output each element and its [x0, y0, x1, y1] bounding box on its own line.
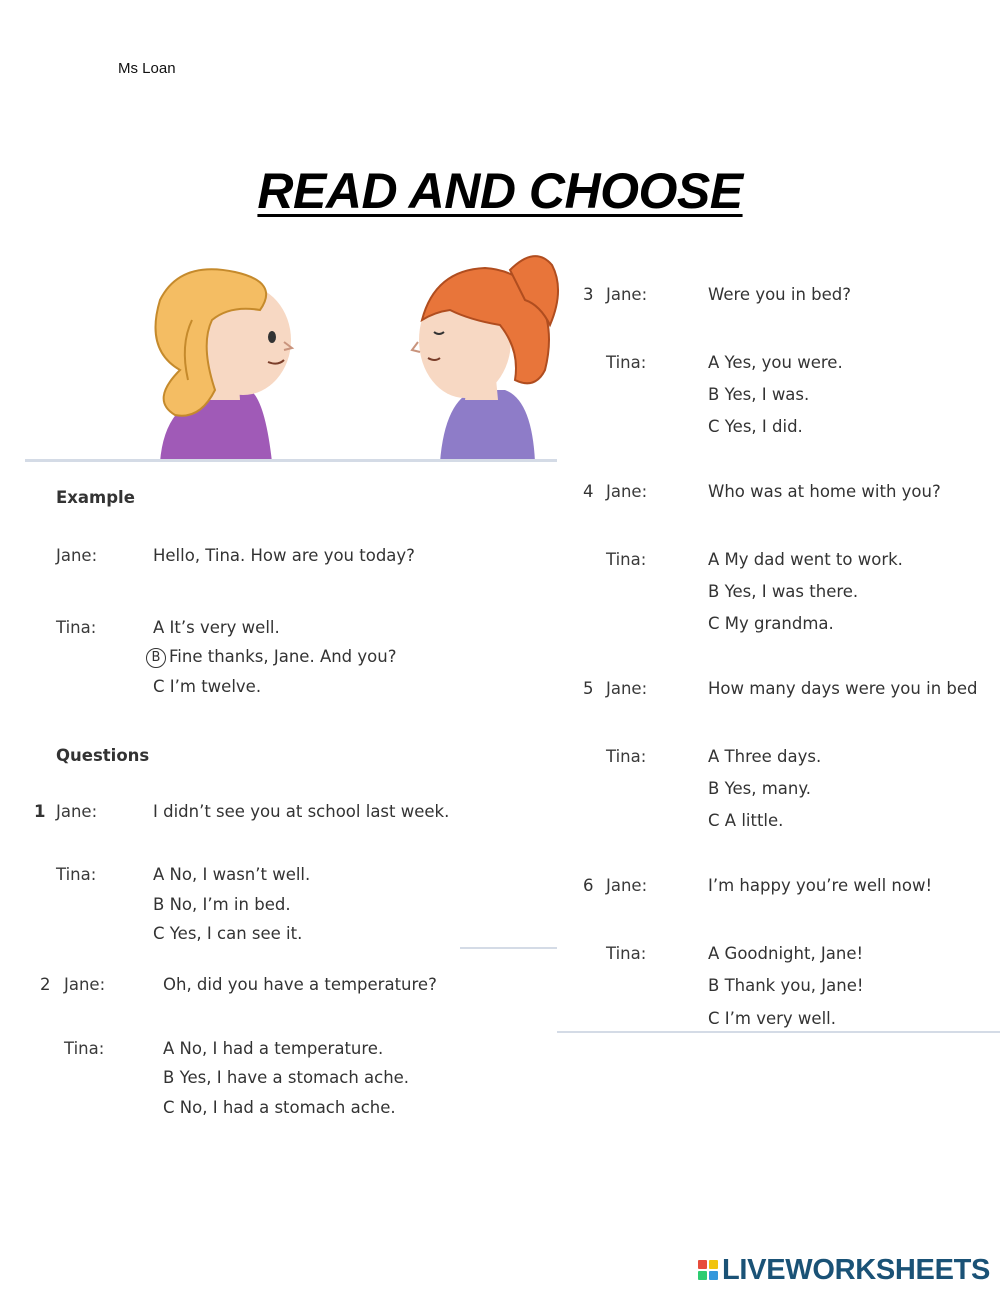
question-4-tina-label: Tina: [606, 550, 647, 569]
question-5-option-c[interactable]: C A little. [708, 811, 784, 830]
logo-text: LIVEWORKSHEETS [722, 1253, 991, 1286]
question-1-option-a[interactable]: A No, I wasn’t well. [153, 865, 311, 884]
questions-heading: Questions [56, 746, 150, 765]
question-6-option-a[interactable]: A Goodnight, Jane! [708, 944, 864, 963]
question-4-jane-line: Who was at home with you? [708, 482, 941, 501]
question-6-tina-label: Tina: [606, 944, 647, 963]
question-6-option-c[interactable]: C I’m very well. [708, 1009, 836, 1028]
question-1-option-b[interactable]: B No, I’m in bed. [153, 895, 291, 914]
divider-right [557, 1031, 1000, 1033]
example-jane-label: Jane: [56, 546, 98, 565]
question-1-number: 1 [34, 802, 46, 821]
question-2-tina-label: Tina: [64, 1039, 105, 1058]
question-5-jane-label: Jane: [606, 679, 648, 698]
question-4-option-c[interactable]: C My grandma. [708, 614, 834, 633]
example-option-b[interactable]: B Fine thanks, Jane. And you? [146, 647, 396, 669]
question-5-jane-line: How many days were you in bed [708, 679, 978, 698]
question-2-option-a[interactable]: A No, I had a temperature. [163, 1039, 384, 1058]
example-tina-label: Tina: [56, 618, 97, 637]
question-1-jane-line: I didn’t see you at school last week. [153, 802, 450, 821]
question-5-number: 5 [583, 679, 594, 698]
question-6-number: 6 [583, 876, 594, 895]
question-5-option-a[interactable]: A Three days. [708, 747, 822, 766]
question-2-option-b[interactable]: B Yes, I have a stomach ache. [163, 1068, 410, 1087]
question-5-option-b[interactable]: B Yes, many. [708, 779, 812, 798]
question-3-option-a[interactable]: A Yes, you were. [708, 353, 843, 372]
question-1-option-c[interactable]: C Yes, I can see it. [153, 924, 303, 943]
example-option-a[interactable]: A It’s very well. [153, 618, 280, 637]
question-1-tina-label: Tina: [56, 865, 97, 884]
author-name: Ms Loan [118, 60, 176, 77]
divider-top-left [25, 459, 557, 462]
question-2-number: 2 [40, 975, 51, 994]
question-1-jane-label: Jane: [56, 802, 98, 821]
question-4-option-a[interactable]: A My dad went to work. [708, 550, 903, 569]
question-2-option-c[interactable]: C No, I had a stomach ache. [163, 1098, 396, 1117]
question-6-jane-label: Jane: [606, 876, 648, 895]
question-6-jane-line: I’m happy you’re well now! [708, 876, 933, 895]
page-title: READ AND CHOOSE [257, 163, 743, 219]
example-jane-line: Hello, Tina. How are you today? [153, 546, 415, 565]
question-3-option-b[interactable]: B Yes, I was. [708, 385, 810, 404]
question-2-jane-label: Jane: [64, 975, 106, 994]
question-3-jane-line: Were you in bed? [708, 285, 852, 304]
girls-illustration [140, 250, 560, 462]
question-3-tina-label: Tina: [606, 353, 647, 372]
question-3-jane-label: Jane: [606, 285, 648, 304]
question-5-tina-label: Tina: [606, 747, 647, 766]
example-heading: Example [56, 488, 135, 507]
liveworksheets-logo[interactable] [698, 1252, 990, 1288]
question-3-option-c[interactable]: C Yes, I did. [708, 417, 803, 436]
logo-blocks-icon [698, 1260, 718, 1280]
jane-figure [156, 269, 293, 462]
question-4-option-b[interactable]: B Yes, I was there. [708, 582, 859, 601]
question-3-number: 3 [583, 285, 594, 304]
question-2-jane-line: Oh, did you have a temperature? [163, 975, 437, 994]
question-6-option-b[interactable]: B Thank you, Jane! [708, 976, 864, 995]
circled-answer-b: B [146, 648, 166, 668]
tina-figure [412, 256, 558, 462]
question-4-number: 4 [583, 482, 594, 501]
divider-mid-left [460, 947, 557, 949]
example-option-c[interactable]: C I’m twelve. [153, 677, 262, 696]
question-4-jane-label: Jane: [606, 482, 648, 501]
